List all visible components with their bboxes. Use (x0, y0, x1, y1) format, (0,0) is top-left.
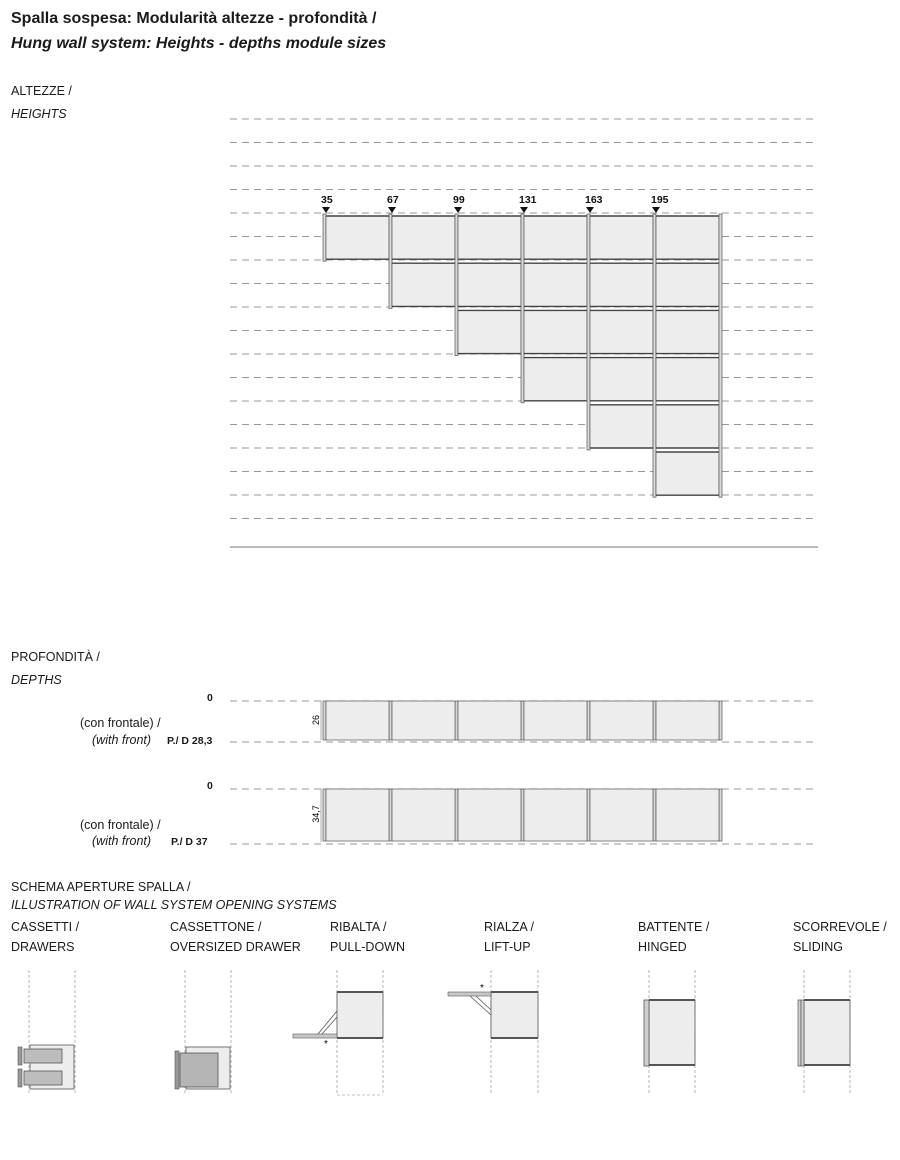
opening-name-en: OVERSIZED DRAWER (170, 940, 301, 954)
page-subtitle: Hung wall system: Heights - depths module sizes (11, 35, 387, 52)
depth-zero-label: 0 (207, 780, 213, 792)
shelf-unit (524, 216, 587, 259)
asterisk-note: * (480, 983, 484, 994)
opening-name-en: DRAWERS (11, 940, 75, 954)
with-front-en: (with front) (92, 733, 152, 747)
opening-name-it: CASSETTI / (11, 920, 80, 934)
side-panel (455, 214, 458, 356)
side-panel (587, 701, 590, 740)
side-panel (521, 214, 524, 403)
depth-module (590, 701, 653, 740)
heights-value-labels (321, 194, 669, 213)
opening-name-it: BATTENTE / (638, 920, 710, 934)
shelf-unit (656, 452, 719, 495)
with-front-it: (con frontale) / (80, 818, 161, 832)
side-panel (323, 214, 326, 261)
height-value-label: 99 (453, 194, 465, 206)
side-panel (653, 789, 656, 841)
height-value-label: 195 (651, 194, 669, 206)
hinged-schematic (644, 970, 695, 1095)
shelf-unit (590, 216, 653, 259)
shelf-unit (326, 216, 389, 259)
depth-module (458, 701, 521, 740)
depth-module (524, 789, 587, 841)
side-panel (521, 701, 524, 740)
shelf-unit (656, 263, 719, 306)
depth-value: P./ D 28,3 (167, 735, 213, 747)
page-title: Spalla sospesa: Modularità altezze - profondità / (11, 10, 377, 27)
side-panel (653, 701, 656, 740)
depth-zero-label: 0 (207, 692, 213, 704)
height-module (389, 214, 455, 308)
side-panel (323, 701, 326, 740)
side-panel (719, 701, 722, 740)
height-module (653, 214, 719, 497)
side-panel (455, 701, 458, 740)
opening-name-it: RIBALTA / (330, 920, 387, 934)
shelf-unit (524, 310, 587, 353)
opening-name-en: LIFT-UP (484, 940, 531, 954)
heights-modules (323, 214, 722, 497)
shelf-unit (458, 263, 521, 306)
with-front-it: (con frontale) / (80, 716, 161, 730)
shelf-unit (392, 216, 455, 259)
side-panel (587, 789, 590, 841)
heights-label-it: ALTEZZE / (11, 84, 72, 98)
shelf-unit (656, 310, 719, 353)
depth-module (524, 701, 587, 740)
shelf-unit (656, 216, 719, 259)
shelf-unit (458, 310, 521, 353)
side-panel (587, 214, 590, 450)
depth-dim-label: 34,7 (311, 805, 321, 823)
depths-diagram (0, 690, 900, 860)
height-value-label: 67 (387, 194, 399, 206)
shelf-unit (656, 405, 719, 448)
depth-module (656, 789, 719, 841)
shelf-unit (524, 263, 587, 306)
height-module (521, 214, 587, 403)
height-marker (652, 207, 660, 213)
side-panel (389, 701, 392, 740)
depth-module (590, 789, 653, 841)
openings-diagrams (0, 965, 900, 1105)
shelf-unit (524, 358, 587, 401)
opening-name-it: RIALZA / (484, 920, 535, 934)
side-panel (389, 214, 392, 308)
openings-label-it: SCHEMA APERTURE SPALLA / (11, 880, 191, 894)
depth-module (326, 789, 389, 841)
height-marker (388, 207, 396, 213)
side-panel (653, 214, 656, 497)
opening-name-en: PULL-DOWN (330, 940, 406, 954)
depth-module (392, 789, 455, 841)
shelf-unit (590, 405, 653, 448)
opening-name-en: HINGED (638, 940, 687, 954)
shelf-unit (590, 310, 653, 353)
depth-row-modules (323, 701, 722, 740)
opening-name-en: SLIDING (793, 940, 844, 954)
height-value-label: 35 (321, 194, 333, 206)
heights-label-en: HEIGHTS (11, 107, 67, 121)
side-panel (719, 214, 722, 497)
height-marker (454, 207, 462, 213)
side-panel (389, 789, 392, 841)
height-module (587, 214, 653, 450)
oversized-drawer-schematic (175, 970, 231, 1095)
with-front-en: (with front) (92, 834, 152, 848)
depth-module (656, 701, 719, 740)
opening-name-it: SCORREVOLE / (793, 920, 887, 934)
height-value-label: 131 (519, 194, 537, 206)
shelf-unit (590, 358, 653, 401)
height-marker (586, 207, 594, 213)
height-module (323, 214, 389, 261)
drawers-schematic (18, 970, 75, 1095)
height-module (455, 214, 521, 356)
pull-down-schematic (293, 970, 383, 1095)
depth-value: P./ D 37 (171, 836, 208, 848)
height-marker (322, 207, 330, 213)
openings-label-en: ILLUSTRATION OF WALL SYSTEM OPENING SYSTEMS (11, 898, 337, 912)
asterisk-note: * (324, 1039, 328, 1050)
depth-row-modules (323, 789, 722, 841)
opening-name-it: CASSETTONE / (170, 920, 262, 934)
lift-up-schematic (448, 970, 538, 1095)
sliding-schematic (798, 970, 850, 1095)
depths-label-en: DEPTHS (11, 673, 62, 687)
depth-dim-label: 26 (311, 714, 321, 726)
shelf-unit (656, 358, 719, 401)
shelf-unit (590, 263, 653, 306)
depth-module (458, 789, 521, 841)
side-panel (521, 789, 524, 841)
height-value-label: 163 (585, 194, 603, 206)
depth-module (326, 701, 389, 740)
side-panel (719, 789, 722, 841)
shelf-unit (392, 263, 455, 306)
height-marker (520, 207, 528, 213)
depth-module (392, 701, 455, 740)
depths-label-it: PROFONDITÀ / (11, 650, 100, 664)
shelf-unit (458, 216, 521, 259)
side-panel (323, 789, 326, 841)
side-panel (455, 789, 458, 841)
